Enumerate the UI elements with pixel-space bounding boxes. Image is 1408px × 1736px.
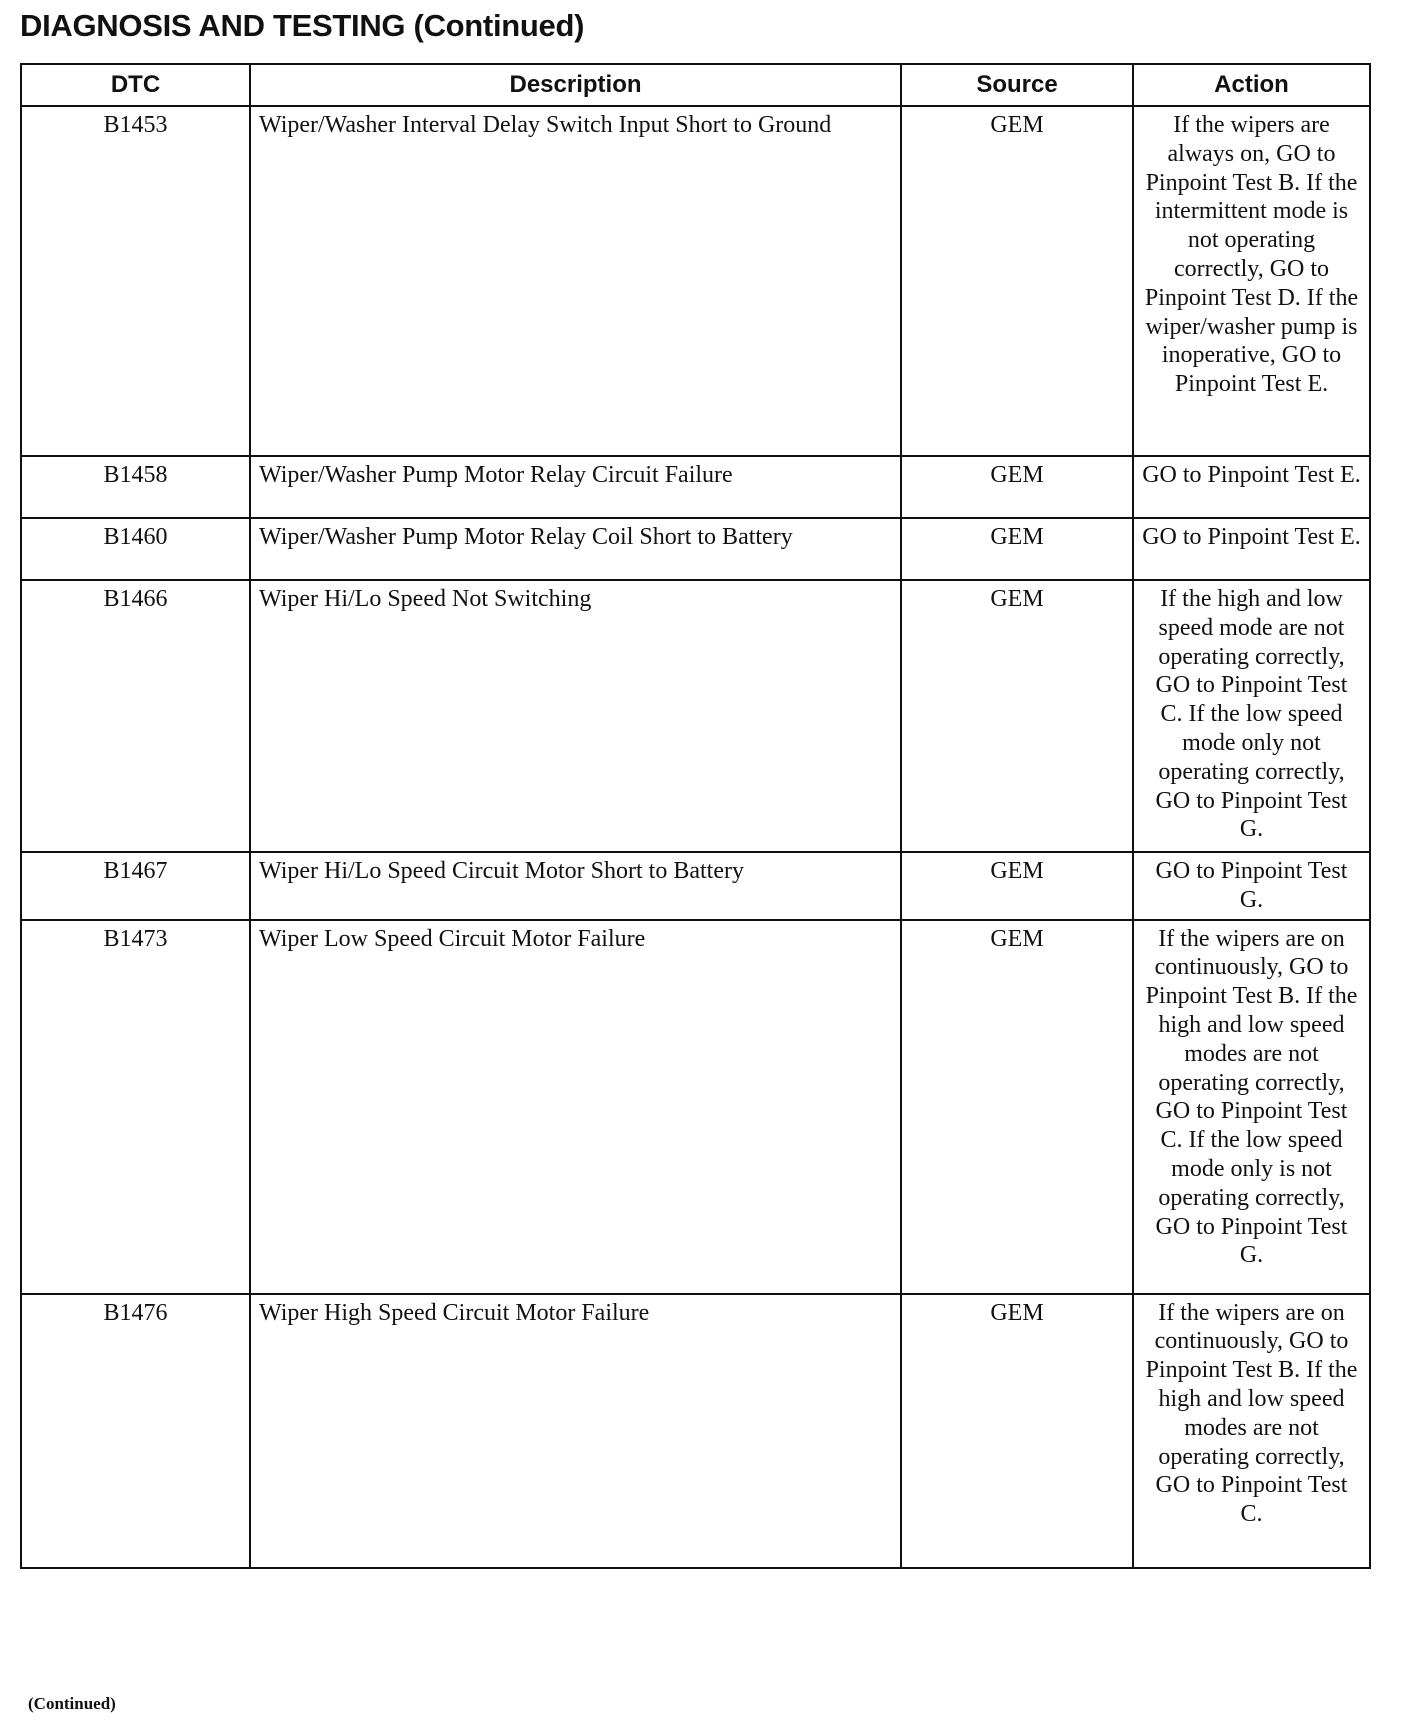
header-action: Action xyxy=(1133,64,1370,106)
header-source: Source xyxy=(901,64,1133,106)
dtc-description: Wiper Hi/Lo Speed Circuit Motor Short to Battery xyxy=(250,852,901,920)
dtc-description: Wiper High Speed Circuit Motor Failure xyxy=(250,1294,901,1568)
dtc-action: GO to Pinpoint Test E. xyxy=(1133,518,1370,580)
dtc-source: GEM xyxy=(901,580,1133,852)
dtc-source: GEM xyxy=(901,920,1133,1294)
header-description: Description xyxy=(250,64,901,106)
dtc-description: Wiper Hi/Lo Speed Not Switching xyxy=(250,580,901,852)
dtc-code: B1476 xyxy=(21,1294,250,1568)
table-row xyxy=(21,920,1370,1294)
dtc-action: If the wipers are on continuously, GO to Pinpoint Test B. If the high and low speed modes are not operating correctly, GO to Pinpoint Test C. If the low speed mode only is not operating correctly, GO to Pinpoint Test G. xyxy=(1133,920,1370,1294)
table-row xyxy=(21,106,1370,456)
dtc-source: GEM xyxy=(901,106,1133,456)
dtc-code: B1458 xyxy=(21,456,250,518)
header-dtc: DTC xyxy=(21,64,250,106)
dtc-source: GEM xyxy=(901,456,1133,518)
table-row xyxy=(21,518,1370,580)
dtc-source: GEM xyxy=(901,518,1133,580)
dtc-description: Wiper/Washer Interval Delay Switch Input Short to Ground xyxy=(250,106,901,456)
dtc-source: GEM xyxy=(901,1294,1133,1568)
table-row xyxy=(21,456,1370,518)
table-header-row xyxy=(21,64,1370,106)
continued-footer: (Continued) xyxy=(28,1694,116,1713)
dtc-description: Wiper/Washer Pump Motor Relay Coil Short to Battery xyxy=(250,518,901,580)
dtc-action: If the high and low speed mode are not operating correctly, GO to Pinpoint Test C. If the low speed mode only not operating correctly, GO to Pinpoint Test G. xyxy=(1133,580,1370,852)
dtc-code: B1467 xyxy=(21,852,250,920)
dtc-code: B1466 xyxy=(21,580,250,852)
dtc-table xyxy=(20,63,1371,1569)
dtc-action: If the wipers are always on, GO to Pinpoint Test B. If the intermittent mode is not operating correctly, GO to Pinpoint Test D. If the wiper/washer pump is inoperative, GO to Pinpoint Test E. xyxy=(1133,106,1370,456)
dtc-action: GO to Pinpoint Test G. xyxy=(1133,852,1370,920)
dtc-code: B1473 xyxy=(21,920,250,1294)
dtc-source: GEM xyxy=(901,852,1133,920)
dtc-action: GO to Pinpoint Test E. xyxy=(1133,456,1370,518)
dtc-code: B1460 xyxy=(21,518,250,580)
page-title: DIAGNOSIS AND TESTING (Continued) xyxy=(20,8,585,43)
table-row xyxy=(21,1294,1370,1568)
dtc-action: If the wipers are on continuously, GO to Pinpoint Test B. If the high and low speed modes are not operating correctly, GO to Pinpoint Test C. xyxy=(1133,1294,1370,1568)
dtc-description: Wiper/Washer Pump Motor Relay Circuit Failure xyxy=(250,456,901,518)
dtc-description: Wiper Low Speed Circuit Motor Failure xyxy=(250,920,901,1294)
table-row xyxy=(21,852,1370,920)
dtc-code: B1453 xyxy=(21,106,250,456)
table-row xyxy=(21,580,1370,852)
